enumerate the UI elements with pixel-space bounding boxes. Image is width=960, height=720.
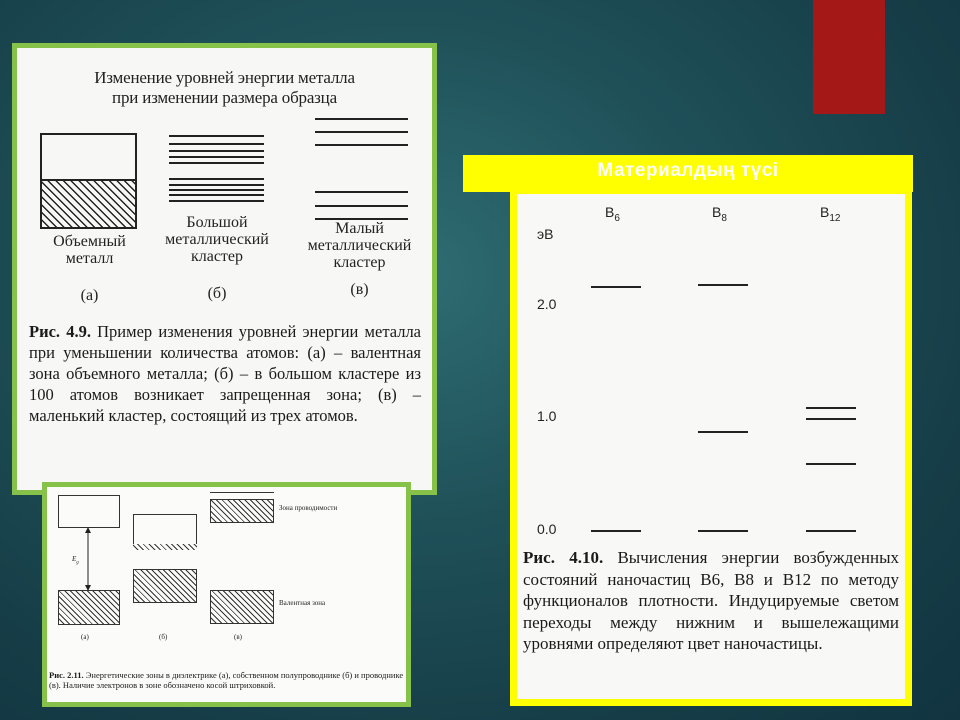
level-line [169,178,264,180]
valence-band-semiconductor [133,569,197,603]
energy-level-b8 [698,530,748,532]
level-line [315,205,408,207]
level-line [169,135,264,137]
energy-level-b6 [591,530,641,532]
letter-a: (а) [81,633,89,641]
column-header-b12: $B_{12}$ [820,204,841,224]
energy-level-b8 [698,431,748,433]
level-line [169,156,264,158]
section-title: Материалдың түсі [597,160,779,181]
conduction-band-dielectric [58,495,120,528]
conduction-electrons [133,544,197,550]
conduction-band-conductor [210,499,274,523]
valence-band-conductor [210,590,274,624]
figure-title-line2: при изменении размера образца [112,88,337,107]
energy-level-b6 [591,286,641,288]
level-line [315,144,408,146]
bulk-metal-band [40,133,137,229]
decorative-red-block [813,0,885,114]
level-line [315,131,408,133]
y-unit-label: эВ [537,226,554,242]
level-line [169,143,264,145]
boron-clusters-figure [510,187,912,706]
energy-level-b12 [806,530,856,532]
energy-level-b12 [806,463,856,465]
label-bulk: Объемный металл (а) [53,233,126,304]
level-line [169,200,264,202]
level-line [169,189,264,191]
column-header-b8: $B_8$ [712,204,727,224]
figure-title-line1: Изменение уровней энергии металла [94,68,355,87]
conduction-band-label: Зона проводимости [279,504,338,512]
level-line [169,194,264,196]
figure-caption: Рис. 4.9. Пример изменения уровней энергии металла при уменьшении количества атомов: (а) – валентная зона объемного металла; (б) – в большом кластере из 100 атомов возникает запрещенная зона; (в) – маленький кластер, состоящий из трех атомов. [29,322,421,425]
eg-label: $E_g$ [72,555,79,566]
energy-level-b12 [806,407,856,409]
level-line [315,118,408,120]
label-large-cluster: Большой металлический кластер (б) [165,214,269,302]
energy-bands-figure [42,482,411,707]
level-line [210,492,274,493]
figure-caption: Рис. 2.11. Энергетические зоны в диэлектрике (а), собственном полупроводнике (б) и проводнике (в). Наличие электронов в зоне обозначено косой штриховкой. [49,670,404,690]
band-gap-arrow-icon [81,527,95,591]
level-line [169,184,264,186]
energy-level-b8 [698,284,748,286]
level-line [169,150,264,152]
letter-v: (в) [234,633,242,641]
y-tick-label: 0.0 [537,521,557,537]
figure-caption: Рис. 4.10. Вычисления энергии возбужденных состояний наночастиц B6, B8 и B12 по методу функционалов плотности. Индуцируемые светом переходы между нижним и вышележащими уровнями определяют цвет наночастицы. [523,548,899,653]
level-line [315,191,408,193]
column-header-b6: $B_6$ [605,204,620,224]
valence-band-dielectric [58,590,120,625]
energy-level-b12 [806,418,856,420]
label-small-cluster: Малый металлический кластер (в) [307,220,412,298]
valence-band-label: Валентная зона [279,599,326,607]
y-tick-label: 1.0 [537,408,557,424]
metal-levels-figure [12,43,437,495]
y-tick-label: 2.0 [537,296,557,312]
level-line [169,162,264,164]
letter-b: (б) [159,633,168,641]
